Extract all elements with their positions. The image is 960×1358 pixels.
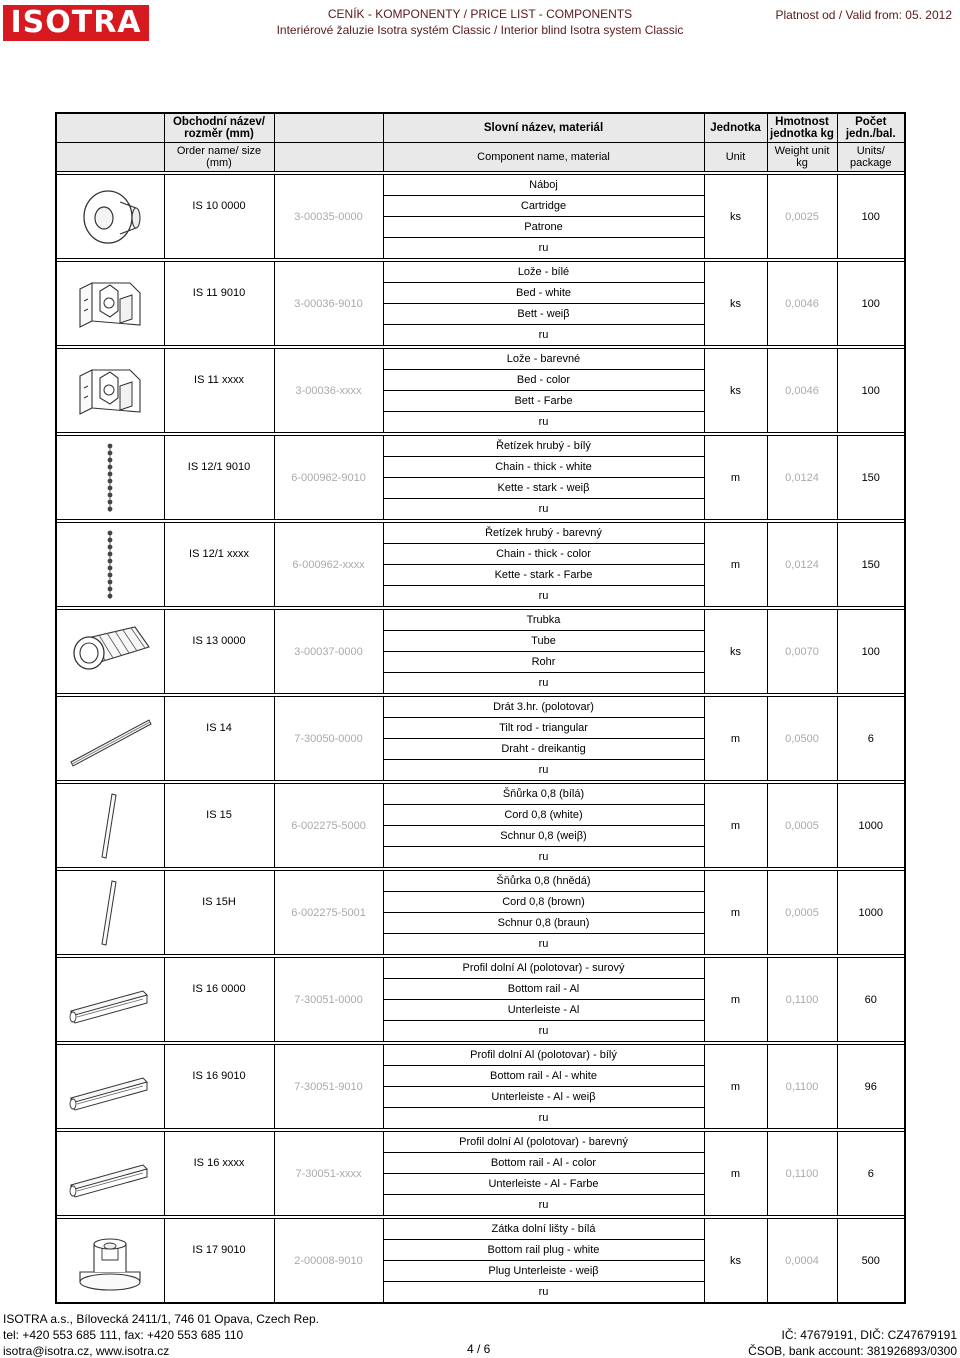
header-weight-en: Weight unit kg bbox=[767, 143, 837, 172]
cord-icon bbox=[57, 877, 164, 949]
component-name-cell: Unterleiste - Al - Farbe bbox=[383, 1174, 704, 1195]
weight-cell: 0,0046 bbox=[767, 349, 837, 433]
units-per-package-cell: 150 bbox=[837, 436, 905, 520]
component-name-cell: Cord 0,8 (white) bbox=[383, 805, 704, 826]
component-name-cell: Chain - thick - color bbox=[383, 544, 704, 565]
table-row bbox=[56, 349, 905, 370]
header-count-cz: Počet jedn./bal. bbox=[837, 113, 905, 143]
header-name-cz: Slovní název, materiál bbox=[383, 113, 704, 143]
weight-cell: 0,0046 bbox=[767, 262, 837, 346]
unit-cell: m bbox=[704, 697, 767, 781]
part-number-cell: 7-30051-xxxx bbox=[274, 1132, 383, 1216]
cartridge-icon bbox=[57, 182, 164, 252]
weight-cell: 0,1100 bbox=[767, 958, 837, 1042]
table-row bbox=[56, 1045, 905, 1066]
chain-icon bbox=[57, 529, 164, 601]
weight-cell: 0,0124 bbox=[767, 436, 837, 520]
component-name-cell: Bed - white bbox=[383, 283, 704, 304]
component-image bbox=[56, 697, 164, 781]
part-number-cell: 7-30051-9010 bbox=[274, 1045, 383, 1129]
header-row-en bbox=[56, 143, 905, 172]
order-name-cell: IS 16 9010 bbox=[164, 1045, 274, 1129]
tilt-rod-icon bbox=[57, 704, 164, 774]
component-name-cell: Náboj bbox=[383, 175, 704, 196]
units-per-package-cell: 100 bbox=[837, 262, 905, 346]
bottom-rail-icon bbox=[57, 965, 164, 1035]
component-image bbox=[56, 871, 164, 955]
component-name-cell: ru bbox=[383, 1195, 704, 1216]
table-row bbox=[56, 262, 905, 283]
component-name-cell: Chain - thick - white bbox=[383, 457, 704, 478]
component-name-cell: Bottom rail - Al - white bbox=[383, 1066, 704, 1087]
part-number-cell: 3-00037-0000 bbox=[274, 610, 383, 694]
order-name-cell: IS 11 9010 bbox=[164, 262, 274, 346]
units-per-package-cell: 6 bbox=[837, 1132, 905, 1216]
component-name-cell: ru bbox=[383, 325, 704, 346]
order-name-cell: IS 14 bbox=[164, 697, 274, 781]
component-name-cell: Lože - barevné bbox=[383, 349, 704, 370]
unit-cell: m bbox=[704, 436, 767, 520]
order-name-cell: IS 15H bbox=[164, 871, 274, 955]
component-name-cell: Unterleiste - Al bbox=[383, 1000, 704, 1021]
order-name-cell: IS 15 bbox=[164, 784, 274, 868]
header-unit-en: Unit bbox=[704, 143, 767, 172]
unit-cell: m bbox=[704, 871, 767, 955]
component-name-cell: Cord 0,8 (brown) bbox=[383, 892, 704, 913]
component-name-cell: Bed - color bbox=[383, 370, 704, 391]
header-part-en: Part number bbox=[274, 143, 383, 172]
isotra-logo: ISOTRA bbox=[3, 5, 149, 41]
header-weight-cz: Hmotnost jednotka kg bbox=[767, 113, 837, 143]
part-number-cell: 3-00036-9010 bbox=[274, 262, 383, 346]
order-name-cell: IS 16 0000 bbox=[164, 958, 274, 1042]
header-name-en: Component name, material bbox=[383, 143, 704, 172]
footer-company: ISOTRA a.s., Bílovecká 2411/1, 746 01 Opava, Czech Rep. bbox=[3, 1312, 319, 1326]
header-order-cz: Obchodní název/ rozměr (mm) bbox=[164, 113, 274, 143]
order-name-cell: IS 16 xxxx bbox=[164, 1132, 274, 1216]
units-per-package-cell: 100 bbox=[837, 175, 905, 259]
components-table bbox=[55, 112, 906, 1304]
unit-cell: m bbox=[704, 523, 767, 607]
bottom-rail-icon bbox=[57, 1052, 164, 1122]
tube-icon bbox=[57, 617, 164, 687]
component-image bbox=[56, 1219, 164, 1304]
unit-cell: ks bbox=[704, 349, 767, 433]
component-name-cell: Šňůrka 0,8 (bílá) bbox=[383, 784, 704, 805]
table-row bbox=[56, 784, 905, 805]
order-name-cell: IS 10 0000 bbox=[164, 175, 274, 259]
component-name-cell: ru bbox=[383, 673, 704, 694]
weight-cell: 0,0005 bbox=[767, 784, 837, 868]
component-name-cell: Profil dolní Al (polotovar) - barevný bbox=[383, 1132, 704, 1153]
table-body bbox=[56, 172, 905, 1304]
component-image bbox=[56, 610, 164, 694]
component-image bbox=[56, 1045, 164, 1129]
component-name-cell: Bett - Farbe bbox=[383, 391, 704, 412]
component-image bbox=[56, 958, 164, 1042]
table-row bbox=[56, 175, 905, 196]
component-name-cell: Zátka dolní lišty - bílá bbox=[383, 1219, 704, 1240]
header-image-en: Picture bbox=[56, 143, 164, 172]
order-name-cell: IS 17 9010 bbox=[164, 1219, 274, 1304]
unit-cell: ks bbox=[704, 175, 767, 259]
weight-cell: 0,1100 bbox=[767, 1132, 837, 1216]
component-name-cell: Tube bbox=[383, 631, 704, 652]
table-row bbox=[56, 697, 905, 718]
unit-cell: m bbox=[704, 784, 767, 868]
bottom-rail-icon bbox=[57, 1139, 164, 1209]
part-number-cell: 2-00008-9010 bbox=[274, 1219, 383, 1304]
component-name-cell: Bottom rail plug - white bbox=[383, 1240, 704, 1261]
component-name-cell: Schnur 0,8 (weiβ) bbox=[383, 826, 704, 847]
weight-cell: 0,1100 bbox=[767, 1045, 837, 1129]
component-image bbox=[56, 262, 164, 346]
component-name-cell: Kette - stark - weiβ bbox=[383, 478, 704, 499]
table-row bbox=[56, 610, 905, 631]
component-name-cell: ru bbox=[383, 847, 704, 868]
units-per-package-cell: 100 bbox=[837, 349, 905, 433]
unit-cell: ks bbox=[704, 262, 767, 346]
component-image bbox=[56, 784, 164, 868]
component-name-cell: Tilt rod - triangular bbox=[383, 718, 704, 739]
component-name-cell: Řetízek hrubý - bílý bbox=[383, 436, 704, 457]
footer-phone: tel: +420 553 685 111, fax: +420 553 685 110 bbox=[3, 1328, 244, 1342]
header-part-cz: Číslo dílu bbox=[274, 113, 383, 143]
units-per-package-cell: 6 bbox=[837, 697, 905, 781]
part-number-cell: 6-002275-5001 bbox=[274, 871, 383, 955]
order-name-cell: IS 12/1 xxxx bbox=[164, 523, 274, 607]
order-name-cell: IS 13 0000 bbox=[164, 610, 274, 694]
component-name-cell: ru bbox=[383, 1021, 704, 1042]
component-name-cell: Schnur 0,8 (braun) bbox=[383, 913, 704, 934]
weight-cell: 0,0500 bbox=[767, 697, 837, 781]
component-image bbox=[56, 523, 164, 607]
part-number-cell: 7-30050-0000 bbox=[274, 697, 383, 781]
bed-icon bbox=[57, 269, 164, 339]
component-name-cell: Bett - weiβ bbox=[383, 304, 704, 325]
component-name-cell: Unterleiste - Al - weiβ bbox=[383, 1087, 704, 1108]
component-name-cell: ru bbox=[383, 238, 704, 259]
component-name-cell: ru bbox=[383, 760, 704, 781]
component-name-cell: ru bbox=[383, 934, 704, 955]
table-row bbox=[56, 523, 905, 544]
component-name-cell: Cartridge bbox=[383, 196, 704, 217]
part-number-cell: 7-30051-0000 bbox=[274, 958, 383, 1042]
component-name-cell: Plug Unterleiste - weiβ bbox=[383, 1261, 704, 1282]
table-row bbox=[56, 958, 905, 979]
price-list-subtitle: Interiérové žaluzie Isotra systém Classic / Interior blind Isotra system Classic bbox=[276, 23, 684, 37]
component-name-cell: Šňůrka 0,8 (hnědá) bbox=[383, 871, 704, 892]
unit-cell: ks bbox=[704, 610, 767, 694]
component-name-cell: Trubka bbox=[383, 610, 704, 631]
component-name-cell: Kette - stark - Farbe bbox=[383, 565, 704, 586]
header-image-cz: Obrázek bbox=[56, 113, 164, 143]
chain-icon bbox=[57, 442, 164, 514]
table-row bbox=[56, 1132, 905, 1153]
unit-cell: m bbox=[704, 1132, 767, 1216]
weight-cell: 0,0025 bbox=[767, 175, 837, 259]
component-name-cell: Patrone bbox=[383, 217, 704, 238]
table-row bbox=[56, 436, 905, 457]
component-name-cell: ru bbox=[383, 1282, 704, 1304]
footer-ids: IČ: 47679191, DIČ: CZ47679191 bbox=[781, 1328, 957, 1342]
weight-cell: 0,0070 bbox=[767, 610, 837, 694]
component-name-cell: Bottom rail - Al - color bbox=[383, 1153, 704, 1174]
component-name-cell: Rohr bbox=[383, 652, 704, 673]
part-number-cell: 6-000962-xxxx bbox=[274, 523, 383, 607]
valid-from-label: Platnost od / Valid from: 05. 2012 bbox=[775, 8, 952, 22]
part-number-cell: 6-000962-9010 bbox=[274, 436, 383, 520]
plug-icon bbox=[57, 1226, 164, 1296]
component-name-cell: Draht - dreikantig bbox=[383, 739, 704, 760]
units-per-package-cell: 150 bbox=[837, 523, 905, 607]
weight-cell: 0,0124 bbox=[767, 523, 837, 607]
page-number: 4 / 6 bbox=[467, 1342, 491, 1356]
component-image bbox=[56, 1132, 164, 1216]
units-per-package-cell: 60 bbox=[837, 958, 905, 1042]
component-name-cell: Bottom rail - Al bbox=[383, 979, 704, 1000]
units-per-package-cell: 1000 bbox=[837, 784, 905, 868]
cord-icon bbox=[57, 790, 164, 862]
header-unit-cz: Jednotka bbox=[704, 113, 767, 143]
component-name-cell: ru bbox=[383, 499, 704, 520]
component-name-cell: Řetízek hrubý - barevný bbox=[383, 523, 704, 544]
part-number-cell: 3-00036-xxxx bbox=[274, 349, 383, 433]
footer-web: isotra@isotra.cz, www.isotra.cz bbox=[3, 1344, 170, 1358]
part-number-cell: 3-00035-0000 bbox=[274, 175, 383, 259]
units-per-package-cell: 1000 bbox=[837, 871, 905, 955]
header-row-cz bbox=[56, 113, 905, 143]
component-name-cell: Drát 3.hr. (polotovar) bbox=[383, 697, 704, 718]
footer-bank: ČSOB, bank account: 381926893/0300 bbox=[748, 1344, 957, 1358]
component-name-cell: ru bbox=[383, 1108, 704, 1129]
unit-cell: m bbox=[704, 958, 767, 1042]
units-per-package-cell: 96 bbox=[837, 1045, 905, 1129]
bed-icon bbox=[57, 356, 164, 426]
component-image bbox=[56, 175, 164, 259]
table-row bbox=[56, 871, 905, 892]
component-image bbox=[56, 349, 164, 433]
component-name-cell: Lože - bílé bbox=[383, 262, 704, 283]
component-image bbox=[56, 436, 164, 520]
header-order-en: Order name/ size (mm) bbox=[164, 143, 274, 172]
units-per-package-cell: 500 bbox=[837, 1219, 905, 1304]
weight-cell: 0,0005 bbox=[767, 871, 837, 955]
units-per-package-cell: 100 bbox=[837, 610, 905, 694]
component-name-cell: ru bbox=[383, 586, 704, 607]
weight-cell: 0,0004 bbox=[767, 1219, 837, 1304]
price-list-title: CENÍK - KOMPONENTY / PRICE LIST - COMPONENTS bbox=[327, 7, 633, 21]
component-name-cell: ru bbox=[383, 412, 704, 433]
part-number-cell: 6-002275-5000 bbox=[274, 784, 383, 868]
unit-cell: m bbox=[704, 1045, 767, 1129]
order-name-cell: IS 11 xxxx bbox=[164, 349, 274, 433]
component-name-cell: Profil dolní Al (polotovar) - bílý bbox=[383, 1045, 704, 1066]
component-name-cell: Profil dolní Al (polotovar) - surový bbox=[383, 958, 704, 979]
header-count-en: Units/ package bbox=[837, 143, 905, 172]
table-row bbox=[56, 1219, 905, 1240]
order-name-cell: IS 12/1 9010 bbox=[164, 436, 274, 520]
unit-cell: ks bbox=[704, 1219, 767, 1304]
